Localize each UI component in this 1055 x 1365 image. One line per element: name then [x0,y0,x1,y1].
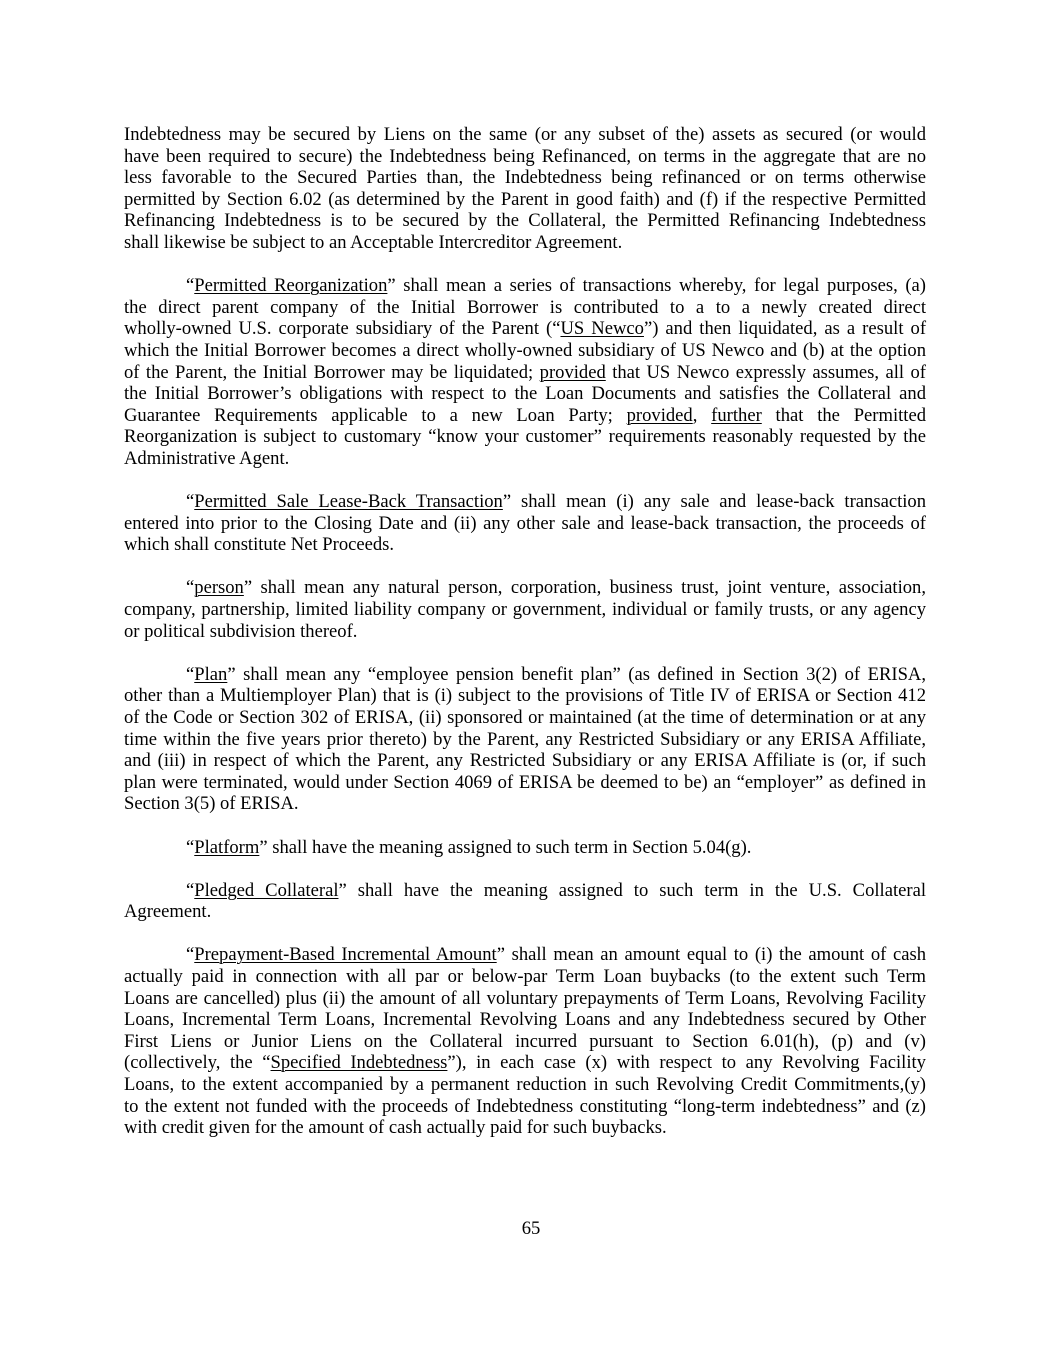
text-run: First Liens or Junior Liens on the Collateral incurred pursuant to Section 6.01(h), (p) and (v) [124,1030,926,1052]
continuation-paragraph [124,124,926,254]
text-run: plan were terminated, would under Section 4069 of ERISA be deemed to be) an “employer” as defined in [124,771,926,793]
text-line [124,146,926,168]
underlined-term: Pledged Collateral [194,879,339,901]
definition-paragraph [124,577,926,642]
text-line [124,944,926,966]
text-line [124,837,926,859]
definition-paragraph [124,275,926,469]
text-run: shall likewise be subject to an Acceptable Intercreditor Agreement. [124,231,623,253]
text-run: Section 3(5) of ERISA. [124,793,299,815]
definition-paragraph [124,837,926,859]
underlined-term: Permitted Sale Lease-Back Transaction [194,491,503,513]
text-line [124,232,926,254]
definition-paragraph [124,491,926,556]
page-number: 65 [521,1218,541,1239]
text-run: time within the five years prior thereto) by the Parent, any Restricted Subsidiary or any ERISA Affiliate, [124,728,926,750]
text-line [124,729,926,751]
text-line [124,513,926,535]
text-line [124,340,926,362]
text-run: that the Permitted [761,404,926,426]
text-line [124,599,926,621]
text-run: “ [186,491,195,513]
text-line [124,577,926,599]
text-run: with credit given for the amount of cash actually paid for such buybacks. [124,1117,667,1139]
text-run: Loans, Incremental Term Loans, Incremental Revolving Loans and any Indebtedness secured by Other [124,1009,926,1031]
underlined-term: provided [626,404,693,426]
text-line [124,189,926,211]
text-line [124,275,926,297]
text-line [124,707,926,729]
text-run: Loans, to the extent accompanied by a permanent reduction in such Revolving Credit Commitments,(y) [124,1074,926,1096]
underlined-term: further [711,404,762,426]
text-run: of the Code or Section 302 of ERISA, (ii) sponsored or maintained (at the time of determination or at any [124,706,926,728]
text-line [124,426,926,448]
underlined-term: Specified Indebtedness [270,1052,448,1074]
text-run: Loans are cancelled) plus (ii) the amount of all voluntary prepayments of Term Loans, Revolving Facility [124,987,926,1009]
text-line [124,901,926,923]
text-line [124,318,926,340]
text-run: the direct parent company of the Initial Borrower is contributed to a to a newly created direct [124,296,926,318]
text-line [124,297,926,319]
underlined-term: US Newco [560,318,644,340]
text-run: “ [186,944,195,966]
text-run: “ [186,663,195,685]
text-line [124,167,926,189]
definition-paragraph [124,944,926,1138]
underlined-term: Permitted Reorganization [194,275,388,297]
text-line [124,405,926,427]
text-run: entered into prior to the Closing Date and (ii) any other sale and lease-back transaction, the proceeds of [124,512,926,534]
text-run: the Initial Borrower’s obligations with respect to the Loan Documents and satisfies the Collateral and [124,383,926,405]
text-run: and (iii) in respect of which the Parent, any Restricted Subsidiary or any ERISA Affiliate is (or, if such [124,750,926,772]
text-line [124,210,926,232]
text-run: “ [186,836,195,858]
text-line [124,1009,926,1031]
text-run: Indebtedness may be secured by Liens on the same (or any subset of the) assets as secured (or would [124,124,926,145]
text-line [124,880,926,902]
text-run: Administrative Agent. [124,447,290,469]
definition-paragraph [124,880,926,923]
text-run: which shall constitute Net Proceeds. [124,534,395,556]
text-run: wholly-owned U.S. corporate subsidiary of the Parent (“ [124,318,561,340]
text-line [124,793,926,815]
text-run: to the extent not funded with the proceeds of Indebtedness constituting “long-term indebtedness” and (z) [124,1095,926,1117]
text-run: ” shall mean any natural person, corporation, business trust, joint venture, association, [243,577,926,599]
text-run: ” shall have the meaning assigned to such term in Section 5.04(g). [259,836,752,858]
text-line [124,491,926,513]
text-line [124,664,926,686]
text-run: ” shall mean an amount equal to (i) the amount of cash [496,944,926,966]
document-body-text [124,124,926,1160]
text-run: of the Parent, the Initial Borrower may be liquidated; [124,361,540,383]
text-line [124,1074,926,1096]
text-line [124,685,926,707]
text-line [124,1052,926,1074]
text-run: ”) and then liquidated, as a result of [643,318,927,340]
text-line [124,1117,926,1139]
text-line [124,750,926,772]
text-run: , [692,404,712,426]
text-run: “ [186,275,195,297]
text-run: permitted by Section 6.02 (as determined by the Parent in good faith) and (f) if the respective Permitted [124,188,926,210]
text-line [124,448,926,470]
underlined-term: Prepayment-Based Incremental Amount [194,944,497,966]
text-run: Guarantee Requirements applicable to a new Loan Party; [124,404,627,426]
text-run: or political subdivision thereof. [124,620,358,642]
text-line [124,1031,926,1053]
text-run: that US Newco expressly assumes, all of [605,361,926,383]
text-line [124,124,926,146]
text-run: have been required to secure) the Indebtedness being Refinanced, on terms in the aggregate that are no [124,145,926,167]
text-line [124,988,926,1010]
text-run: company, partnership, limited liability company or government, individual or family trusts, or any agency [124,599,926,621]
text-run: which the Initial Borrower becomes a direct wholly-owned subsidiary of US Newco and (b) at the option [124,339,926,361]
text-run: ” shall mean any “employee pension benefit plan” (as defined in Section 3(2) of ERISA, [227,663,926,685]
text-run: other than a Multiemployer Plan) that is (i) subject to the provisions of Title IV of ERISA or Section 412 [124,685,926,707]
text-run: ” shall mean (i) any sale and lease-back transaction [502,491,927,513]
text-line [124,621,926,643]
text-line [124,534,926,556]
text-run: Reorganization is subject to customary “know your customer” requirements reasonably requested by the [124,426,926,448]
text-line [124,772,926,794]
text-line [124,362,926,384]
text-run: actually paid in connection with all par or below-par Term Loan buybacks (to the extent such Term [124,966,926,988]
text-run: ” shall mean a series of transactions whereby, for legal purposes, (a) [387,275,926,297]
text-run: less favorable to the Secured Parties than, the Indebtedness being refinanced or on terms otherwise [124,167,926,189]
underlined-term: person [194,577,244,599]
text-run: “ [186,577,195,599]
underlined-term: provided [539,361,606,383]
text-run: Refinancing Indebtedness is to be secured by the Collateral, the Permitted Refinancing Indebtedness [124,210,926,232]
text-line [124,1096,926,1118]
text-run: ” shall have the meaning assigned to such term in the U.S. Collateral [338,879,926,901]
text-run: ”), in each case (x) with respect to any Revolving Facility [447,1052,926,1074]
text-run: Agreement. [124,901,212,923]
text-run: “ [186,879,195,901]
text-line [124,966,926,988]
definition-paragraph [124,664,926,815]
text-line [124,383,926,405]
underlined-term: Plan [194,663,228,685]
underlined-term: Platform [194,836,260,858]
text-run: (collectively, the “ [124,1052,271,1074]
